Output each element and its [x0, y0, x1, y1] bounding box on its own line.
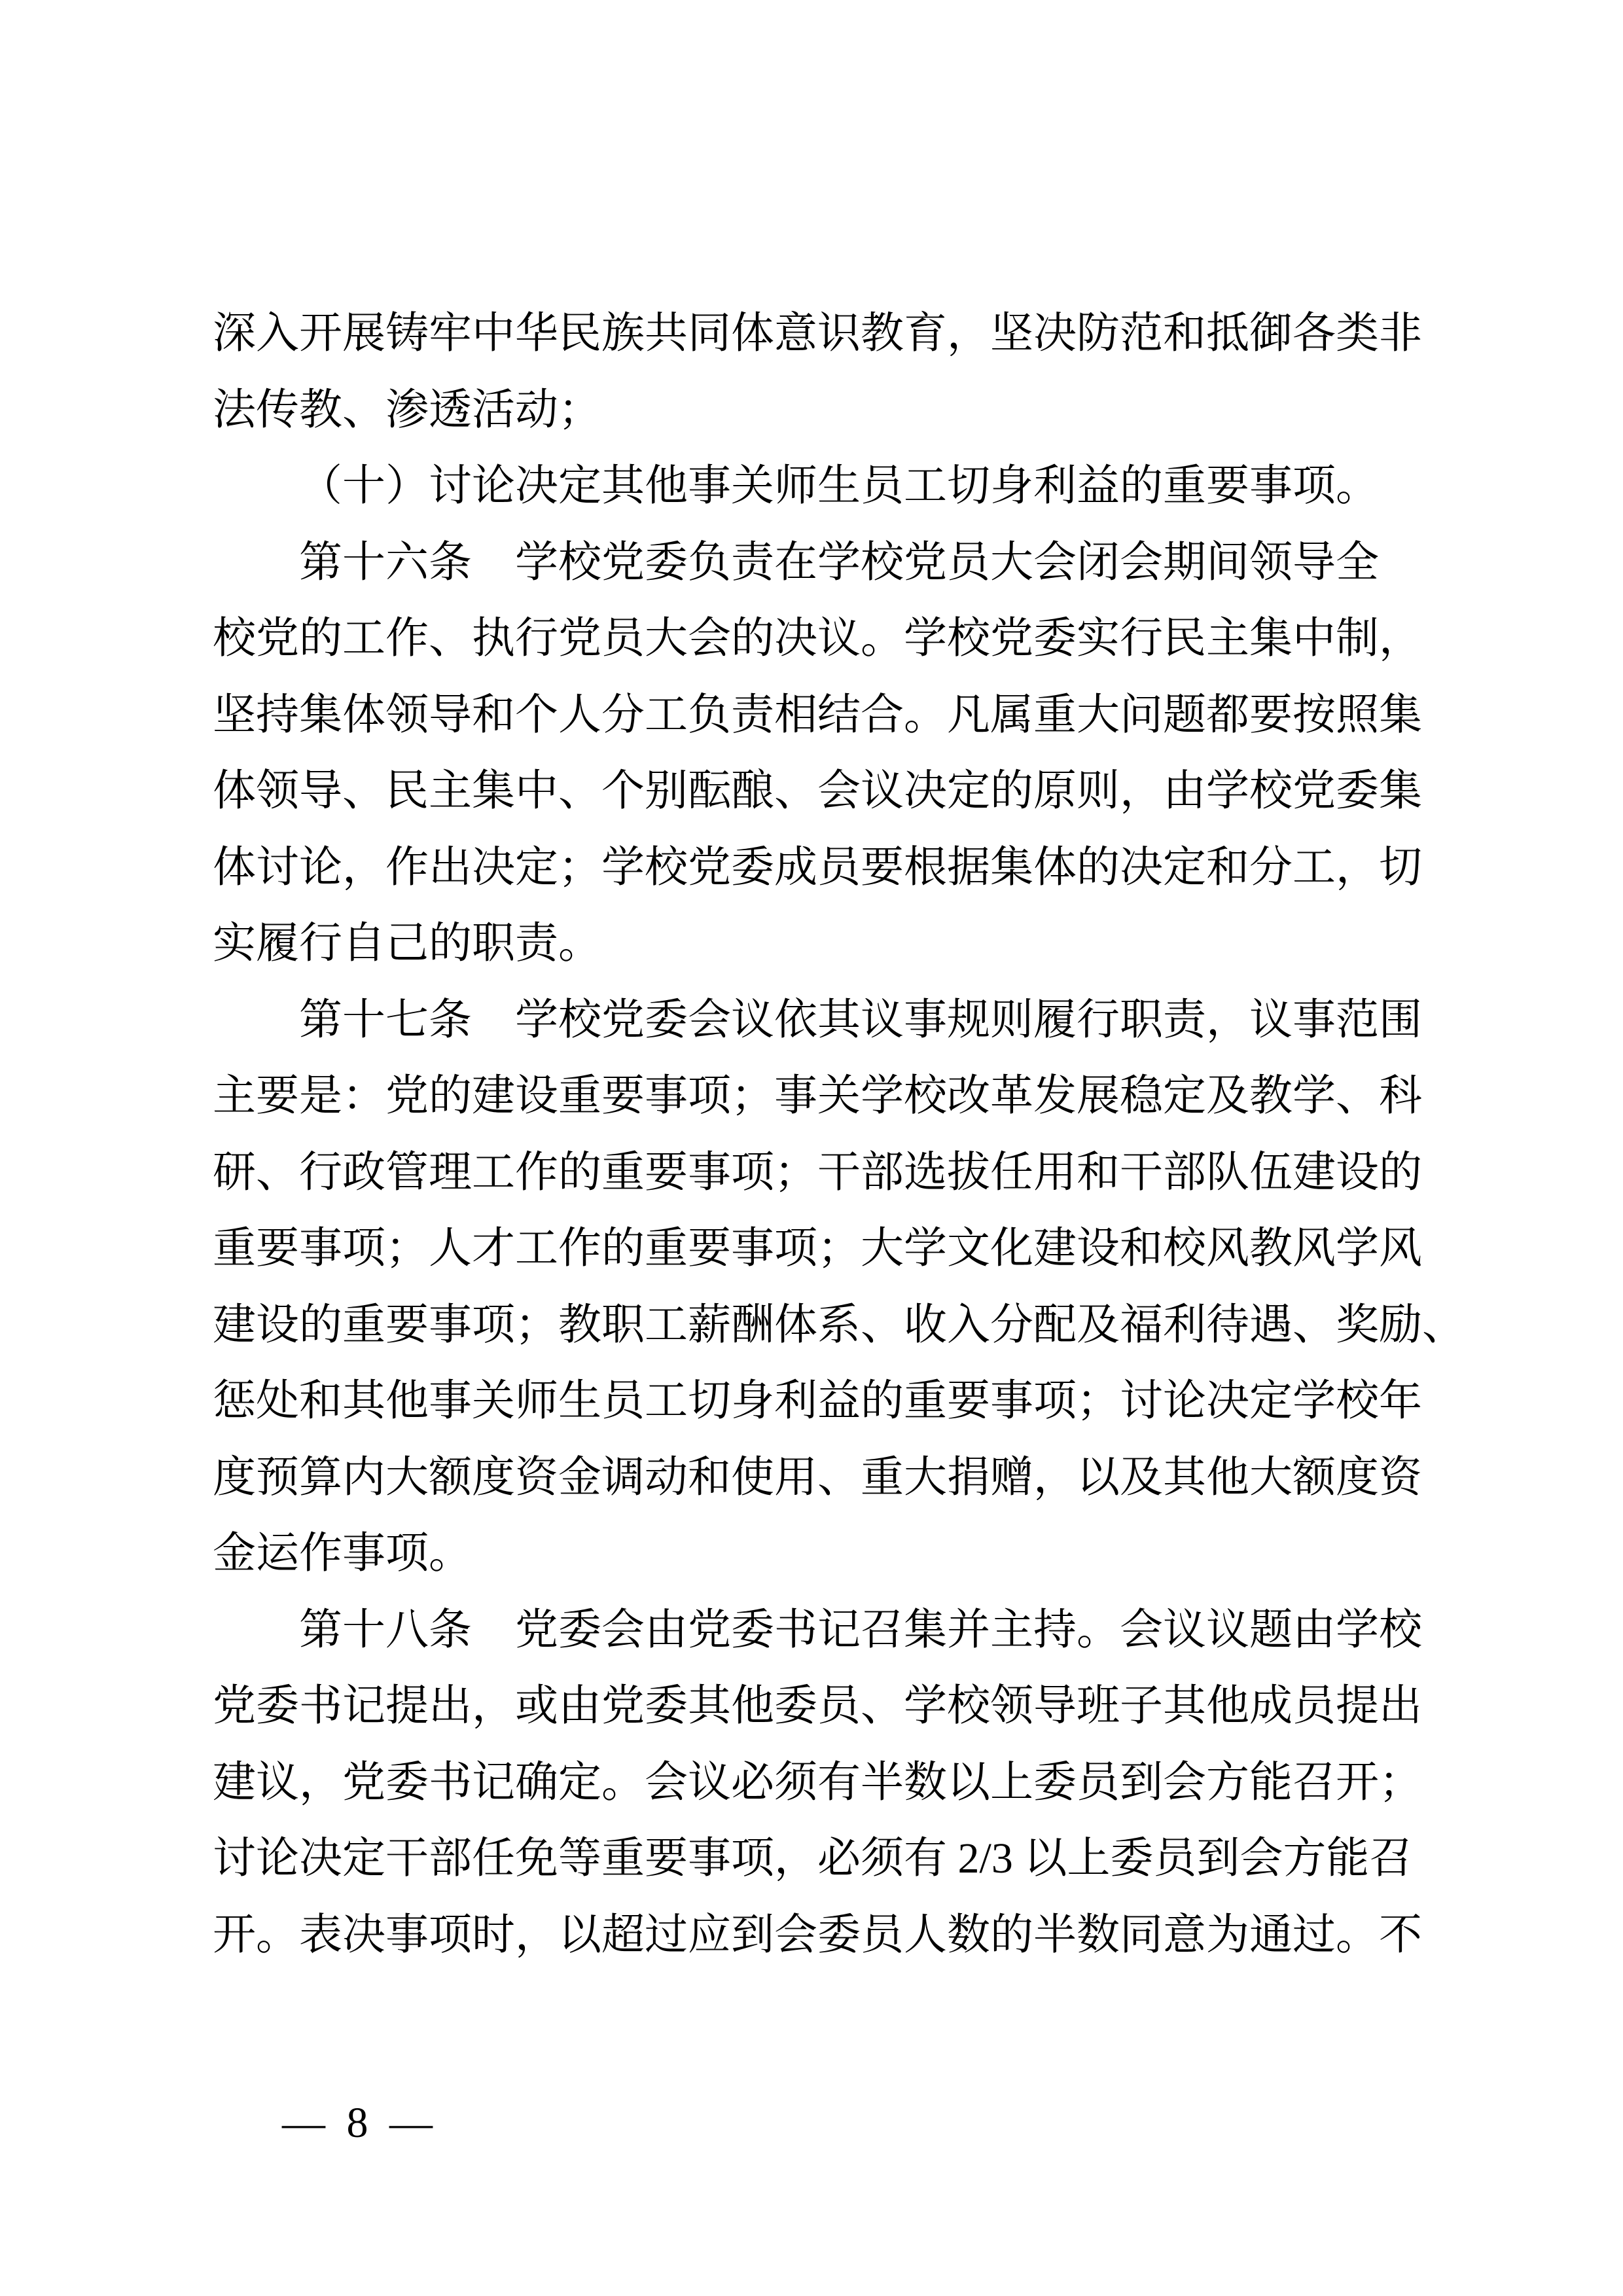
list-item-line: （十）讨论决定其他事关师生员工切身利益的重要事项。 — [299, 462, 1379, 510]
text-line: 建议，党委书记确定。会议必须有半数以上委员到会方能召开； — [213, 1758, 1422, 1806]
text-line: 惩处和其他事关师生员工切身利益的重要事项；讨论决定学校年 — [213, 1377, 1422, 1425]
text-line: 体讨论，作出决定；学校党委成员要根据集体的决定和分工，切 — [213, 843, 1422, 891]
page-number — [218, 2041, 438, 2206]
article-opening-line: 第十七条 学校党委会议依其议事规则履行职责，议事范围 — [299, 996, 1422, 1044]
text-line: 开。表决事项时，以超过应到会委员人数的半数同意为通过。不 — [213, 1910, 1422, 1959]
text-line: 深入开展铸牢中华民族共同体意识教育，坚决防范和抵御各类非 — [213, 310, 1422, 357]
text-line: 金运作事项。 — [213, 1530, 472, 1577]
text-line: 讨论决定干部任免等重要事项，必须有 2/3 以上委员到会方能召 — [213, 1835, 1413, 1882]
article-opening-line: 第十八条 党委会由党委书记召集并主持。会议议题由学校 — [299, 1605, 1422, 1654]
document-body — [213, 296, 1465, 1973]
page-number-label: — 8 — — [282, 2099, 438, 2147]
text-line: 党委书记提出，或由党委其他委员、学校领导班子其他成员提出 — [213, 1682, 1422, 1730]
article-opening-line: 第十六条 学校党委负责在学校党员大会闭会期间领导全 — [299, 538, 1379, 586]
text-line: 实履行自己的职责。 — [213, 920, 601, 967]
text-line: 建设的重要事项；教职工薪酬体系、收入分配及福利待遇、奖励、 — [213, 1300, 1465, 1349]
text-line: 主要是：党的建设重要事项；事关学校改革发展稳定及教学、科 — [213, 1072, 1422, 1120]
text-line: 法传教、渗透活动； — [213, 386, 601, 434]
text-line: 体领导、民主集中、个别酝酿、会议决定的原则，由学校党委集 — [213, 767, 1422, 815]
text-line: 度预算内大额度资金调动和使用、重大捐赠，以及其他大额度资 — [213, 1453, 1422, 1501]
text-line: 重要事项；人才工作的重要事项；大学文化建设和校风教风学风 — [213, 1225, 1422, 1272]
text-line: 研、行政管理工作的重要事项；干部选拔任用和干部队伍建设的 — [213, 1148, 1422, 1196]
text-line: 坚持集体领导和个人分工负责相结合。凡属重大问题都要按照集 — [213, 691, 1422, 739]
text-line: 校党的工作、执行党员大会的决议。学校党委实行民主集中制， — [213, 615, 1422, 662]
